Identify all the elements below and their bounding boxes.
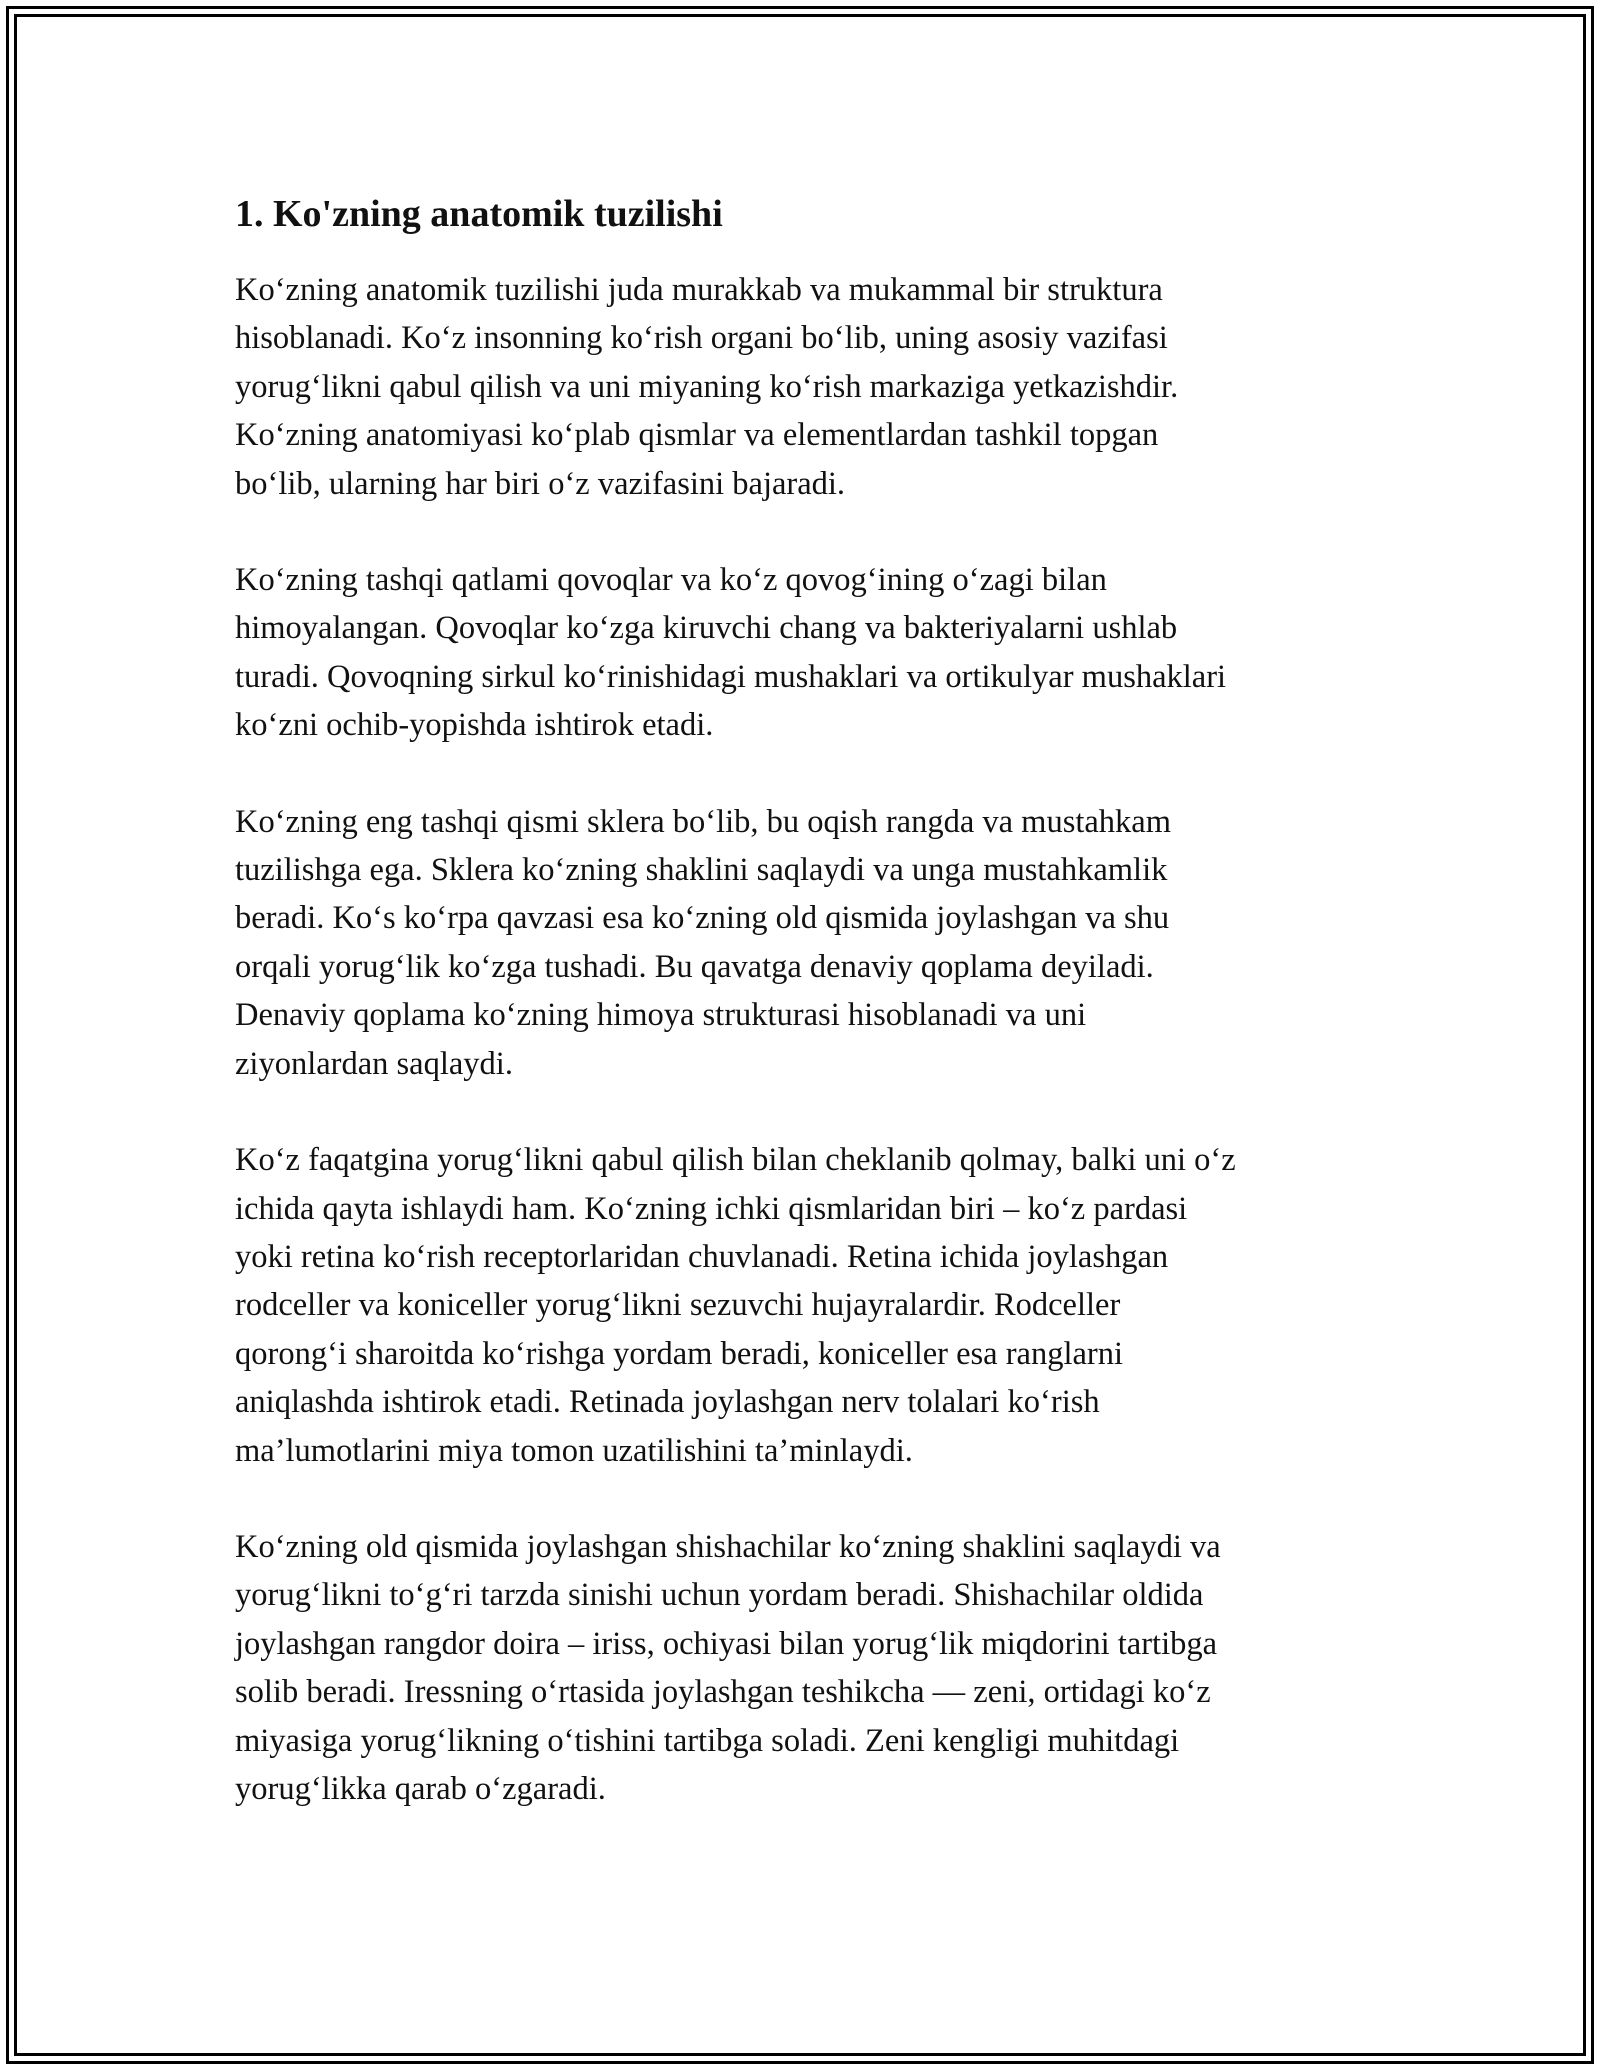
text-line: Ko‘zning anatomik tuzilishi juda murakkab va mukammal bir struktura	[235, 272, 1163, 308]
text-line: beradi. Ko‘s ko‘rpa qavzasi esa ko‘zning old qismida joylashgan va shu	[235, 900, 1170, 937]
paragraph	[235, 556, 1375, 750]
text-line: joylashgan rangdor doira – iriss, ochiyasi bilan yorug‘lik miqdorini tartibga	[235, 1625, 1218, 1662]
text-line: yorug‘likni to‘g‘ri tarzda sinishi uchun yordam beradi. Shishachilar oldida	[235, 1577, 1204, 1614]
text-line: ma’lumotlarini miya tomon uzatilishini ta’minlaydi.	[235, 1432, 913, 1469]
text-line: bo‘lib, ularning har biri o‘z vazifasini bajaradi.	[235, 465, 846, 502]
text-line: Ko‘zning tashqi qatlami qovoqlar va ko‘z qovog‘ining o‘zagi bilan	[235, 562, 1107, 599]
text-line: yoki retina ko‘rish receptorlaridan chuvlanadi. Retina ichida joylashgan	[235, 1238, 1169, 1275]
text-line: aniqlashda ishtirok etadi. Retinada joylashgan nerv tolalari ko‘rish	[235, 1384, 1100, 1421]
text-line: ko‘zni ochib-yopishda ishtirok etadi.	[235, 707, 714, 744]
text-line: miyasiga yorug‘likning o‘tishini tartibga soladi. Zeni kengligi muhitdagi	[235, 1722, 1180, 1759]
text-line: ichida qayta ishlaydi ham. Ko‘zning ichki qismlaridan biri – ko‘z pardasi	[235, 1190, 1188, 1227]
section-heading: 1. Ko'zning anatomik tuzilishi	[235, 193, 723, 235]
document-body	[235, 190, 1375, 1861]
paragraph	[235, 1136, 1375, 1475]
text-line: qorong‘i sharoitda ko‘rishga yordam beradi, koniceller esa ranglarni	[235, 1335, 1124, 1372]
paragraph	[235, 266, 1375, 508]
paragraph-list	[235, 266, 1375, 1813]
text-line: Ko‘zning old qismida joylashgan shishachilar ko‘zning shaklini saqlaydi va	[235, 1528, 1221, 1565]
text-line: hisoblanadi. Ko‘z insonning ko‘rish organi bo‘lib, uning asosiy vazifasi	[235, 320, 1168, 357]
text-line: yorug‘likni qabul qilish va uni miyaning ko‘rish markaziga yetkazishdir.	[235, 368, 1179, 405]
text-line: himoyalangan. Qovoqlar ko‘zga kiruvchi chang va bakteriyalarni ushlab	[235, 610, 1178, 647]
text-line: Ko‘zning eng tashqi qismi sklera bo‘lib, bu oqish rangda va mustahkam	[235, 803, 1172, 840]
text-line: Denaviy qoplama ko‘zning himoya strukturasi hisoblanadi va uni	[235, 997, 1087, 1034]
text-line: turadi. Qovoqning sirkul ko‘rinishidagi mushaklari va ortikulyar mushaklari	[235, 658, 1227, 695]
text-line: ziyonlardan saqlaydi.	[235, 1045, 513, 1082]
paragraph	[235, 798, 1375, 1088]
text-line: Ko‘z faqatgina yorug‘likni qabul qilish bilan cheklanib qolmay, balki uni o‘z	[235, 1142, 1236, 1179]
text-line: solib beradi. Iressning o‘rtasida joylashgan teshikcha — zeni, ortidagi ko‘z	[235, 1674, 1211, 1711]
text-line: yorug‘likka qarab o‘zgaradi.	[235, 1770, 606, 1807]
text-line: tuzilishga ega. Sklera ko‘zning shaklini saqlaydi va unga mustahkamlik	[235, 852, 1168, 889]
text-line: rodceller va koniceller yorug‘likni sezuvchi hujayralardir. Rodceller	[235, 1287, 1121, 1324]
paragraph	[235, 1523, 1375, 1813]
text-line: orqali yorug‘lik ko‘zga tushadi. Bu qavatga denaviy qoplama deyiladi.	[235, 948, 1154, 985]
text-line: Ko‘zning anatomiyasi ko‘plab qismlar va elementlardan tashkil topgan	[235, 417, 1159, 454]
